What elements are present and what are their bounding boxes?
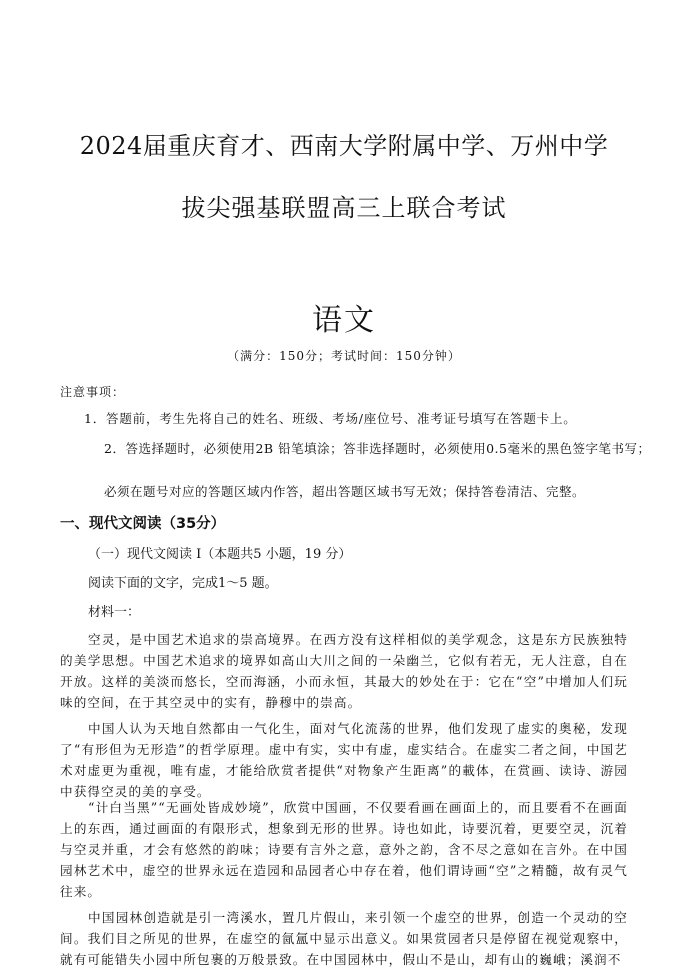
paragraph-3: “计白当黑”“无画处皆成妙境”，欣赏中国画，不仅要看画在画面上的，而且要看不在画面上的东西，通过画面的有限形式，想象到无形的世界。诗也如此，诗要沉着，更要空灵，沉着与空灵并重，才会有悠然的韵味；诗要有言外之意，意外之韵，含不尽之意如在言外。在中国园林艺术中，虚空的世界永远在造园和品园者心中存在着，他们谓诗画“空”之精髓，故有灵气往来。 bbox=[60, 800, 628, 899]
subsection-heading: （一）现代文阅读 I（本题共5 小题，19 分） bbox=[88, 547, 352, 562]
notice-heading: 注意事项： bbox=[60, 385, 126, 399]
section-heading: 一、现代文阅读（35分） bbox=[60, 516, 226, 532]
score-time-info: （满分：150分；考试时间：150分钟） bbox=[227, 349, 461, 363]
subject-title: 语文 bbox=[312, 303, 376, 338]
paragraph-2: 中国人认为天地自然都由一气化生，面对气化流荡的世界，他们发现了虚实的奥秘，发现了“有形但为无形造”的哲学原理。虚中有实，实中有虚，虚实结合。在虚实二者之间，中国艺术对虚更为重视，唯有虚，才能给欣赏者提供“对物象产生距离”的載体，在赏画、读诗、游园中获得空灵的美的享受。 bbox=[60, 721, 628, 799]
paragraph-1: 空灵，是中国艺术追求的崇高境界。在西方没有这样相似的美学观念，这是东方民族独特的美学思想。中国艺术追求的境界如高山大川之间的一朵幽兰，它似有若无，无人注意，自在开放。这样的美淡而悠长，空而海涵，小而永恒，其最大的妙处在于：它在“空”中增加人们玩味的空间，在于其空灵中的实有，静穆中的崇高。 bbox=[60, 632, 628, 710]
paragraph-4: 中国园林创造就是引一湾溪水，置几片假山，来引领一个虚空的世界，创造一个灵动的空间。我们目之所见的世界，在虚空的氤氲中显示出意义。如果赏园者只是停留在视觉观察中，就有可能错失小园中所包裹的万般景致。在中国园林中，假山不是山，却有山的巍峨；溪润不 bbox=[60, 910, 628, 967]
reading-instruction: 阅读下面的文字，完成1～5 题。 bbox=[88, 576, 278, 591]
notice-item-1: 1．答题前，考生先将自己的姓名、班级、考场/座位号、准考证号填写在答题卡上。 bbox=[84, 411, 577, 426]
exam-title-line1: 2024届重庆育才、西南大学附属中学、万州中学 bbox=[79, 132, 609, 160]
notice-item-2: 2．答选择题时，必须使用2B 铅笔填涂；答非选择题时，必须使用0.5毫米的黑色签字笔书写； bbox=[104, 441, 651, 456]
notice-item-3: 必须在题号对应的答题区域内作答，超出答题区域书写无效；保持答卷清洁、完整。 bbox=[104, 484, 586, 499]
exam-title-line2: 拔尖强基联盟高三上联合考试 bbox=[181, 194, 507, 222]
material-label: 材料一： bbox=[88, 605, 141, 620]
